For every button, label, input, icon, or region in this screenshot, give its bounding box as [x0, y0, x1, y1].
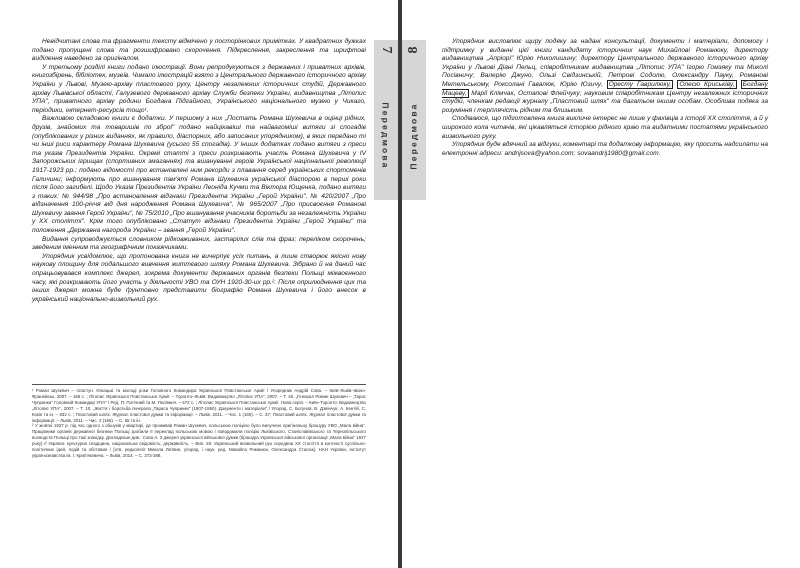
- paragraph: Упорядник усвідомлює, що пропонована книга не вичерпує усіх питань, а лише створює якісно нову наукову площину для подальшого вивчення життєвого шляху Романа Шухевича. Зібрано й на даний час опрацьовувався комплекс джерел, зокрема документи державних органів безпеки Польщі міжвоєнного часу, які розкривають його участь у діяльності УВО та ОУН 1920-30-их рр.². Після оприлюднення цих та інших джерел можна буде ґрунтовно представити біографію Романа Шухевича і його внесок в український національно-визвольний рух.: [32, 252, 366, 303]
- section-label-container: [374, 76, 398, 196]
- left-page: [0, 0, 398, 568]
- left-page-body: [32, 38, 366, 304]
- footnote: ² У жовтні 1927 р. під час одного з обшуків у квартирі, де проживав Роман Шухевич, польською поліцією було вилучено оригінальну брошуру УВО „Мала війна". Працівники органів державної безпеки Польщі зробили її переклад польською мовою і поводомили поліцію Львівського, Станіславівського та Тернопільського воєводств Польщі про такі знахідку. Докладніше див.: Сова А. З джерел української військової думки (брошура Української військової організації „Мала війна" 1927 року) // Україна: культурна спадщина, національна свідомість, державність. – Вип. 26: Український визвольний рух середини XX століття в контексті суспільно-політичних ідей, подій та обставин / [отв. редколегії Микола Литвин, упоряд. і наук. ред. Микайло Романюк, Олександра Стасюк]. НАН України, Інститут українознавства ім. І. Крип'якевича. – Львів, 2014. – С. 373-388.: [32, 423, 366, 458]
- boxed-name: Оресту Гаврилюку,: [608, 80, 672, 88]
- footnotes: [32, 384, 366, 459]
- right-page-body: [442, 38, 768, 158]
- section-label: Передмова: [381, 102, 392, 170]
- contact-paragraph: Упорядник буде вдячний за відгуки, коментарі та додаткову інформацію, яку просить надсилати на електронні адреси: andrijsova@yahoo.com; sovaandrij1980@gmail.com.: [442, 141, 769, 157]
- acknowledgements-text-start: Упорядник висловлює щиру подяку за надані консультації, документи і матеріали, допомогу і підтримку у виданні цієї книги кандидату історичних наук Михайлові Романюку, директору видавництва „Апріорі" Юрію Николишину; директору Центрального державного історичного архіву України у Львові Діані Пельц, співробітникам видавництва „Літопис УПА" Ігорю Гомзяку та Миколі Посівничу; Валерію Джуно, Ользі Свідзинській, Петрові Содолю, Олександру Пауку, Романові Метельському, Роксолані Гавалюк, Юрію Юзичу,: [442, 38, 768, 88]
- paragraph: Сподіваюся, що підготовлена книга викличе інтерес не лише у фахівців з історії XX століття, а й у широкого кола читачів, які цікавляться історією рідного краю та видатними постатями українського визвольного руху.: [442, 115, 768, 140]
- left-page-tab: [374, 40, 398, 200]
- right-page: [402, 0, 800, 568]
- section-label: Передмова: [409, 102, 420, 170]
- paragraph: Невідчитані слова та фрагменти тексту відмічено у посторінкових примітках. У квадратних дужках подано пропущені слова та розшифровано скорочення. Підкреслення, закреслення та шрифтові виділення наведено за оригіналом.: [32, 38, 366, 63]
- page-number: 8: [406, 46, 421, 54]
- footnote: ¹ Роман Шухевич – пластун. Юнацькі та молоді роки Головного Командира Української Повстанської Армії / Упорядник Андрій Сова. – Київ–Львів–Івано-Франківськ, 2007. – 168 с. ; Літопис Української Повстанської Армії. – Торонто–Львів: Видавництво „Літопис УПА", 2007. – Т. 45. „Генерал Роман Шухевич – „Тарас Чупринка" Головний Командир УПА" / Ред. П. Потічний та М. Посівнич. – 572 с. ; Літопис Української Повстанської Армії. Нова серія. – Київ–Торонто: Видавництво „Літопис УПА", 2007. – Т. 10. „Життя і боротьба генерала „Тараса Чупринки" (1907-1950). Документи і матеріали" / Упоряд. С. Богунов, В. Дзвінчук, А. Кентій, С. Кокін та ін. – 832 с. ; Пластовий шлях. Журнал пластової думки та інформації. – Львів, 2011. – Чис. 1 (165). – С. 37; Пластовий шлях. Журнал пластової думки та інформації. – Львів, 2011. – Чис. 2 (166). – С. 55 та ін.: [32, 388, 366, 423]
- paragraph: Видання супроводжується словником рідковживаних, застарілих слів та фраз; переліком скорочень; зведеним іменним та географічним покажчиками.: [32, 235, 366, 252]
- acknowledgements-text-end: Марії Клімчак, Остапові Флейчуку; науковим співробітникам Центру незалежних історичних студій, членкам редакції журналу „Пластовий шлях" та багатьом іншим особам. Особлива подяка за розуміння і терплячість рідним та близьким.: [442, 89, 768, 114]
- paragraph: У третьому розділі книги подано ілюстрації. Вони репродукуються з державних і приватних архівів, книгозбірень, бібліотек, музеїв. Чимало ілюстрацій взято з Центрального державного історичного архіву України у Львові, Музею-архіву пластового руху, Центру незалежних історичних студій, Державного архіву Львівської області, Галузевого державного архіву Служби безпеки України, видавництва „Літопис УПА", приватного архіву родини Богдана Підгайного, Українського національного музею у Чикаго, періодики, інтернет-ресурсів тощо¹.: [32, 63, 366, 114]
- page-number: 7: [379, 46, 394, 54]
- paragraph: Важливою складовою книги є додатки. У першому з них „Постать Романа Шухевича в оцінці рідних, друзів, знайомих та товаришів по зброї" подано найцікавіші та найвагоміші витяги зі спогадів (опублікованих у різних виданнях, як правило, діаспорних, або записаних упорядником), в яких передано ті чи інші риси характеру Романа Шухевича (усього 55 спогадів). У інших додатках подано витяги з преси та указів Президентів України. Окремі статті з преси розкривають участь Романа Шухевича у IV Запорожських ігрищах (спортивних змаганнях) та вшануванні героїв Української національної революції 1917-1923 рр.; подано відомості про встановлені ним рекорди з плавання серед українських спортсменів Галичини; інформують про вшанування пам'яті Романа Шухевича української діаспорою в перші роки після його загибелі. Щодо Указів Президентів України Леоніда Кучми та Віктора Ющенка, подано витяги з таких: № 944/98 „Про встановлення відзнаки Президента України „Герой України", № 420/2007 „Про відзначення 100-річчя від дня народження Романа Шухевича", № 965/2007 „Про присвоєння Романові Шухевичу звання Герой України", № 75/2010 „Про вшанування учасників боротьби за незалежність України у XX столітті". Крім того опубліковано „Статут відзнаки Президента України „Герой України" та положення „Державна нагорода України – звання „Герой України".: [32, 115, 366, 235]
- boxed-name: Богдану Мацеву,: [442, 80, 768, 97]
- acknowledgements-paragraph: [442, 38, 768, 115]
- section-label-container: [402, 76, 426, 196]
- boxed-name: Олесю Криськіву,: [679, 80, 735, 88]
- right-page-tab: [402, 40, 426, 200]
